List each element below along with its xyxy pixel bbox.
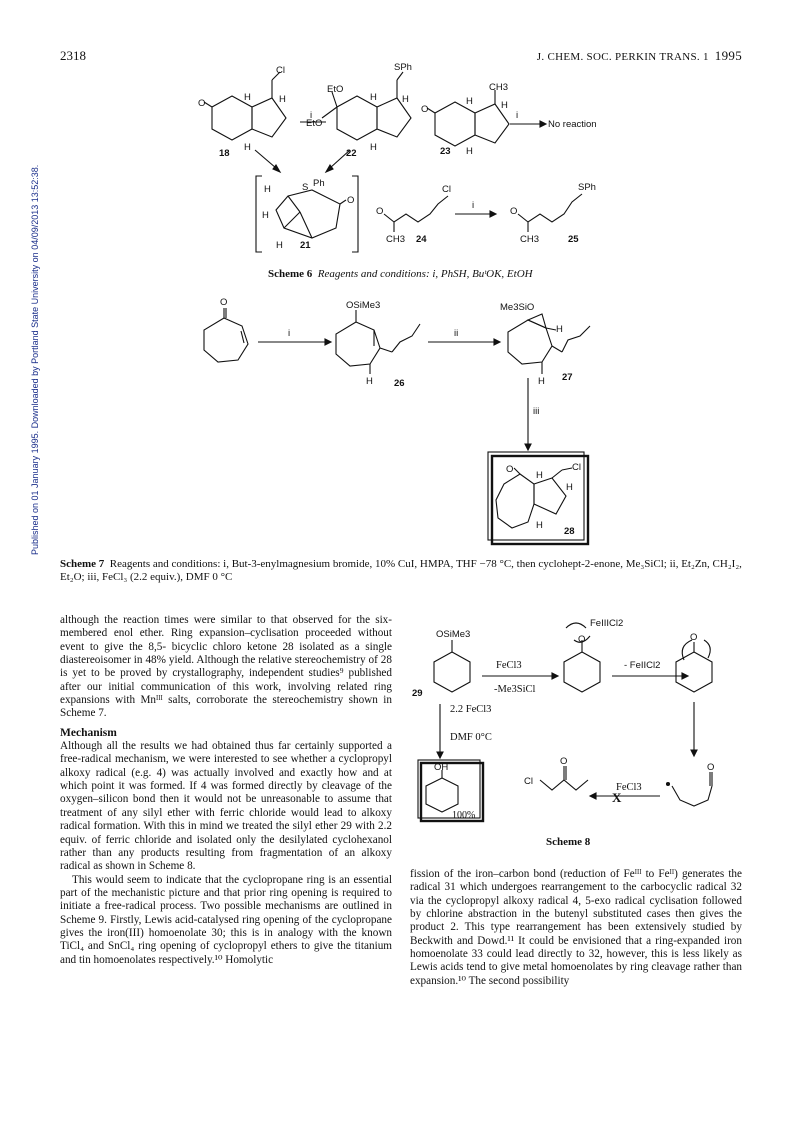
svg-text:25: 25 xyxy=(568,234,579,245)
alkoxy-radical xyxy=(676,632,712,692)
svg-text:- FeIICl2: - FeIICl2 xyxy=(624,660,661,671)
svg-text:H: H xyxy=(466,146,473,157)
svg-text:CH3: CH3 xyxy=(386,234,406,245)
svg-text:H: H xyxy=(370,142,377,153)
journal-year: 1995 xyxy=(714,48,742,63)
scheme7-caption: Scheme 7 Reagents and conditions: i, But-3-enylmagnesium bromide, 10% CuI, HMPA, THF −78 °C, then cyclohept-2-enone, Me₃SiCl; ii, Et₂Zn, CH₂I₂, Et₂O; iii, FeCl₃ (2.2 equiv.), DMF 0 °C xyxy=(60,558,742,583)
cyclohexanol xyxy=(426,762,475,821)
svg-text:FeCl3: FeCl3 xyxy=(616,782,642,793)
compound-25 xyxy=(510,182,596,245)
svg-text:H: H xyxy=(276,240,283,251)
svg-text:21: 21 xyxy=(300,240,311,251)
compound-27 xyxy=(500,302,590,387)
svg-text:Cl: Cl xyxy=(572,462,581,473)
compound-18 xyxy=(198,65,286,159)
svg-text:CH3: CH3 xyxy=(520,234,540,245)
paragraph: fission of the iron–carbon bond (reduction of Feᴵᴵᴵ to Feᴵᴵ) generates the radical 31 which undergoes rearrangement to the carbocyclic radical 32 via the cyclopropyl alkoxy radical 4, 5-exo radical cyclisation followed by chlorine abstraction in the butenyl substituted cases then gives the product 2. This type rearrangement has been extensively studied by Beckwith and Dowd.¹¹ It could be envisioned that a ring-expanded iron homoenolate 33 could lead directly to 32, however, this is less likely as Lewis acids tend to give metal homoenolates by ring cleavage rather than expansion.¹⁰ The second possibility xyxy=(410,868,742,987)
compound-28 xyxy=(496,462,581,537)
atom-label: H xyxy=(279,94,286,105)
svg-text:-Me3SiCl: -Me3SiCl xyxy=(494,684,536,695)
svg-text:28: 28 xyxy=(564,526,575,537)
svg-text:H: H xyxy=(466,96,473,107)
svg-text:H: H xyxy=(536,520,543,531)
svg-text:H: H xyxy=(501,100,508,111)
svg-text:26: 26 xyxy=(394,378,405,389)
svg-text:i: i xyxy=(472,200,475,211)
svg-text:DMF 0°C: DMF 0°C xyxy=(450,732,492,743)
svg-text:29: 29 xyxy=(412,688,423,699)
svg-text:22: 22 xyxy=(346,148,357,159)
svg-text:Cl: Cl xyxy=(524,776,533,787)
svg-text:FeCl3: FeCl3 xyxy=(496,660,522,671)
acyl-radical-chain xyxy=(667,762,715,806)
scheme8-caption: Scheme 8 xyxy=(546,836,591,848)
svg-text:H: H xyxy=(556,324,563,335)
svg-text:ii: ii xyxy=(454,328,459,339)
svg-text:i: i xyxy=(516,110,519,121)
svg-text:O: O xyxy=(510,206,518,217)
svg-text:H: H xyxy=(402,94,409,105)
svg-text:Me3SiO: Me3SiO xyxy=(500,302,535,313)
svg-text:O: O xyxy=(421,104,429,115)
svg-text:O: O xyxy=(690,632,698,643)
compound-label: 18 xyxy=(219,148,230,159)
svg-text:SPh: SPh xyxy=(578,182,596,193)
cycloheptenone xyxy=(204,297,248,362)
section-heading: Mechanism xyxy=(60,726,117,739)
svg-text:SPh: SPh xyxy=(394,62,412,73)
right-column xyxy=(410,868,742,988)
svg-text:OH: OH xyxy=(434,762,449,773)
journal-name: J. CHEM. SOC. PERKIN TRANS. 1 xyxy=(536,51,709,63)
paragraph: Although all the results we had obtained thus far certainly supported a free-radical mechanism, we were interested to see whether a cyclopropyl alkoxy radical (e.g. 4) was actually involved and exactly how and at which point it was formed. If 4 was formed directly by cleavage of the oxygen–silicon bond then it would not be unreasonable to assume that treatment of any silyl ether with ferric chloride would lead to alkoxy radical formation. With this in mind we treated the silyl ether 29 with 2.2 equiv. of ferric chloride and isolated only the desilylated cyclohexanol rather than any products resulting from fragmentation of an alkoxy radical as shown in Scheme 8. xyxy=(60,740,392,873)
svg-text:EtO: EtO xyxy=(327,84,344,95)
svg-text:H: H xyxy=(370,92,377,103)
compound-23 xyxy=(421,82,509,157)
svg-text:H: H xyxy=(536,470,543,481)
svg-text:100%: 100% xyxy=(452,810,476,821)
svg-text:O: O xyxy=(347,195,355,206)
svg-text:OSiMe3: OSiMe3 xyxy=(436,629,471,640)
download-notice: Published on 01 January 1995. Downloaded by Portland State University on 04/09/2013 13:52:38. xyxy=(30,164,40,555)
reagent-label: i xyxy=(310,110,313,121)
atom-label: H xyxy=(244,92,251,103)
svg-text:S: S xyxy=(302,182,309,193)
compound-29 xyxy=(412,629,470,699)
svg-text:EtO: EtO xyxy=(306,118,323,129)
scheme6-caption: Scheme 6 Reagents and conditions: i, PhSH, BuᵗOK, EtOH xyxy=(268,268,533,280)
compound-26 xyxy=(336,300,420,389)
svg-text:23: 23 xyxy=(440,146,451,157)
svg-text:O: O xyxy=(506,464,514,475)
chloroketone xyxy=(524,756,588,790)
svg-text:iii: iii xyxy=(533,406,540,417)
svg-text:H: H xyxy=(538,376,545,387)
compound-21 xyxy=(256,176,358,252)
svg-text:2.2 FeCl3: 2.2 FeCl3 xyxy=(450,704,492,715)
compound-22 xyxy=(306,62,412,159)
svg-text:X: X xyxy=(612,790,622,805)
svg-text:FeIIICl2: FeIIICl2 xyxy=(590,618,624,629)
svg-text:Ph: Ph xyxy=(313,178,325,189)
atom-label: H xyxy=(244,142,251,153)
compound-24 xyxy=(376,184,451,245)
svg-text:H: H xyxy=(264,184,271,195)
paragraph: although the reaction times were similar to that observed for the six-membered enol ether. Ring expansion–cyclisation proceeded without event to give the 8,5- bicyclic chloro ketone 28 isolated as a single diastereoisomer in 48% yield. Although the relative stereochemistry of 28 is yet to be proved by crystallography, independent studies⁹ published after our initial communication of this work, involving related ring expansions with Mnᴵᴵᴵ salts, corroborate the stereochemistry shown in Scheme 7. xyxy=(60,614,392,720)
svg-text:i: i xyxy=(288,328,291,339)
atom-label: Cl xyxy=(276,65,285,76)
no-reaction-label: No reaction xyxy=(548,119,597,130)
svg-text:27: 27 xyxy=(562,372,573,383)
svg-text:O: O xyxy=(376,206,384,217)
page-number: 2318 xyxy=(60,48,86,63)
svg-text:O: O xyxy=(707,762,715,773)
svg-text:H: H xyxy=(366,376,373,387)
iron-alkoxide xyxy=(564,618,623,692)
left-column xyxy=(60,614,392,967)
paragraph: This would seem to indicate that the cyclopropane ring is an essential part of the mechanistic picture and that prior ring opening is required to initiate a free-radical process. Two possible mechanisms are outlined in Scheme 9. Firstly, Lewis acid-catalysed ring opening of the cyclopropane gives the iron(III) homoenolate 30; this is in analogy with the known TiCl₄ and SnCl₄ ring opening of cyclopropyl ethers to give the titanium and tin homoenolates respectively.¹⁰ Homolytic xyxy=(60,873,392,966)
svg-text:H: H xyxy=(262,210,269,221)
svg-text:Cl: Cl xyxy=(442,184,451,195)
svg-text:24: 24 xyxy=(416,234,427,245)
svg-text:O: O xyxy=(220,297,228,308)
svg-text:CH3: CH3 xyxy=(489,82,509,93)
atom-label: O xyxy=(198,98,206,109)
svg-text:H: H xyxy=(566,482,573,493)
svg-text:O: O xyxy=(560,756,568,767)
svg-text:O: O xyxy=(578,634,586,645)
svg-text:OSiMe3: OSiMe3 xyxy=(346,300,381,311)
